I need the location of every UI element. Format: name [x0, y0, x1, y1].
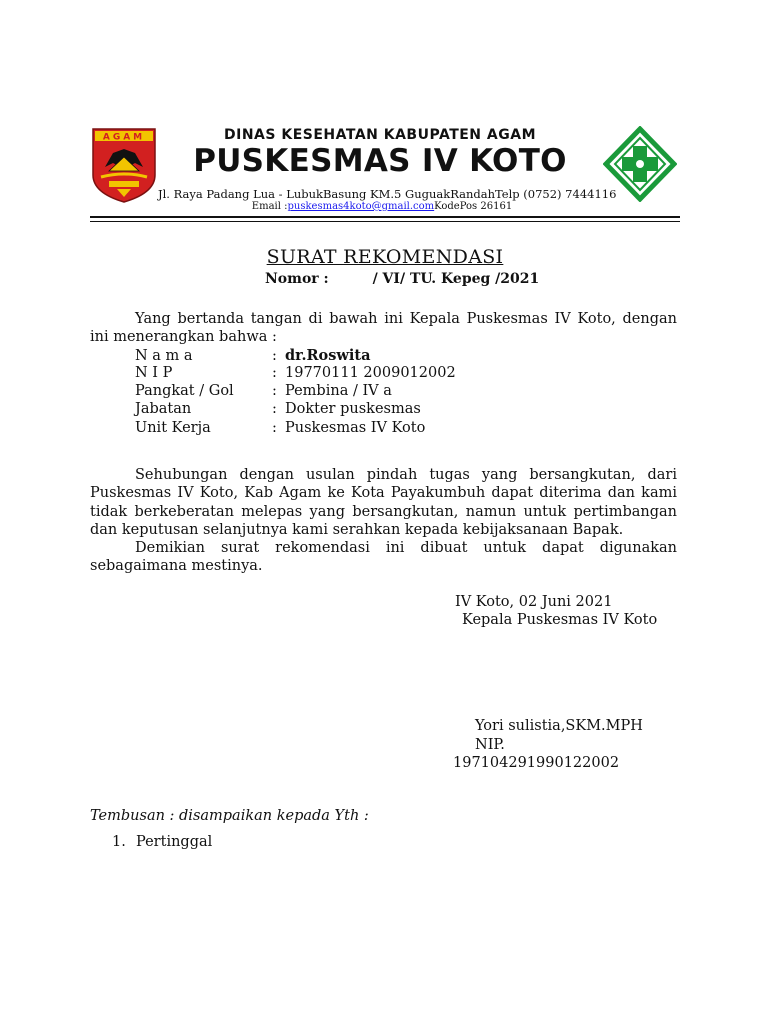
cc-label: Tembusan : disampaikan kepada Yth : — [90, 808, 369, 824]
header-rule-thin — [90, 221, 680, 222]
field-label: Jabatan — [135, 401, 192, 417]
postcode: KodePos 26161 — [434, 201, 513, 212]
list-text: Pertinggal — [136, 834, 213, 850]
nip-label: NIP. — [475, 737, 505, 753]
field-colon: : — [272, 383, 277, 399]
field-colon: : — [272, 401, 277, 417]
intro-paragraph: Yang bertanda tangan di bawah ini Kepala Puskesmas IV Koto, dengan ini menerangkan bahwa : — [90, 311, 677, 346]
body-paragraph-1: Sehubungan dengan usulan pindah tugas yang bersangkutan, dari Puskesmas IV Koto, Kab Agam ke Kota Payakumbuh dapat diterima dan kami tidak berkeberatan melepas yang bersangkutan, namun untuk pertimbangan dan keputusan selanjutnya kami serahkan kepada kebijaksanaan Bapak. — [90, 467, 677, 538]
signatory-position: Kepala Puskesmas IV Koto — [462, 612, 658, 628]
signatory-nip: 197104291990122002 — [453, 755, 620, 771]
letter-title: SURAT REKOMENDASI — [266, 246, 504, 268]
body-paragraph-2: Demikian surat rekomendasi ini dibuat untuk dapat digunakan sebagaimana mestinya. — [90, 540, 677, 575]
place-date: IV Koto, 02 Juni 2021 — [455, 594, 613, 610]
field-value: 19770111 2009012002 — [285, 365, 456, 381]
header-rule-thick — [90, 216, 680, 218]
puskesmas-name: PUSKESMAS IV KOTO — [193, 143, 567, 179]
agency-name: DINAS KESEHATAN KABUPATEN AGAM — [224, 127, 536, 143]
signatory-name: Yori sulistia,SKM.MPH — [475, 718, 643, 734]
field-label: N I P — [135, 365, 173, 381]
email-label: Email : — [251, 201, 288, 212]
field-value: Puskesmas IV Koto — [285, 420, 426, 436]
letter-number: Nomor : / VI/ TU. Kepeg /2021 — [265, 271, 540, 287]
list-number: 1. — [112, 834, 126, 850]
agam-logo-text: AGAM — [102, 132, 146, 143]
field-colon: : — [272, 348, 277, 364]
list-item — [112, 834, 212, 850]
field-label: Unit Kerja — [135, 420, 211, 436]
agam-logo — [91, 127, 157, 203]
field-row-nip — [135, 365, 456, 381]
email-link[interactable]: puskesmas4koto@gmail.com — [287, 201, 435, 212]
field-row-pangkat — [135, 383, 392, 399]
field-row-nama — [135, 347, 370, 364]
field-colon: : — [272, 420, 277, 436]
field-row-jabatan — [135, 401, 421, 417]
field-value: dr.Roswita — [285, 347, 371, 364]
field-row-unit — [135, 420, 425, 436]
email-line — [158, 201, 606, 212]
field-value: Dokter puskesmas — [285, 401, 421, 417]
field-colon: : — [272, 365, 277, 381]
field-label: N a m a — [135, 348, 193, 364]
field-label: Pangkat / Gol — [135, 383, 234, 399]
field-value: Pembina / IV a — [285, 383, 392, 399]
address: Jl. Raya Padang Lua - LubukBasung KM.5 GuguakRandahTelp (0752) 7444116 — [158, 187, 617, 201]
